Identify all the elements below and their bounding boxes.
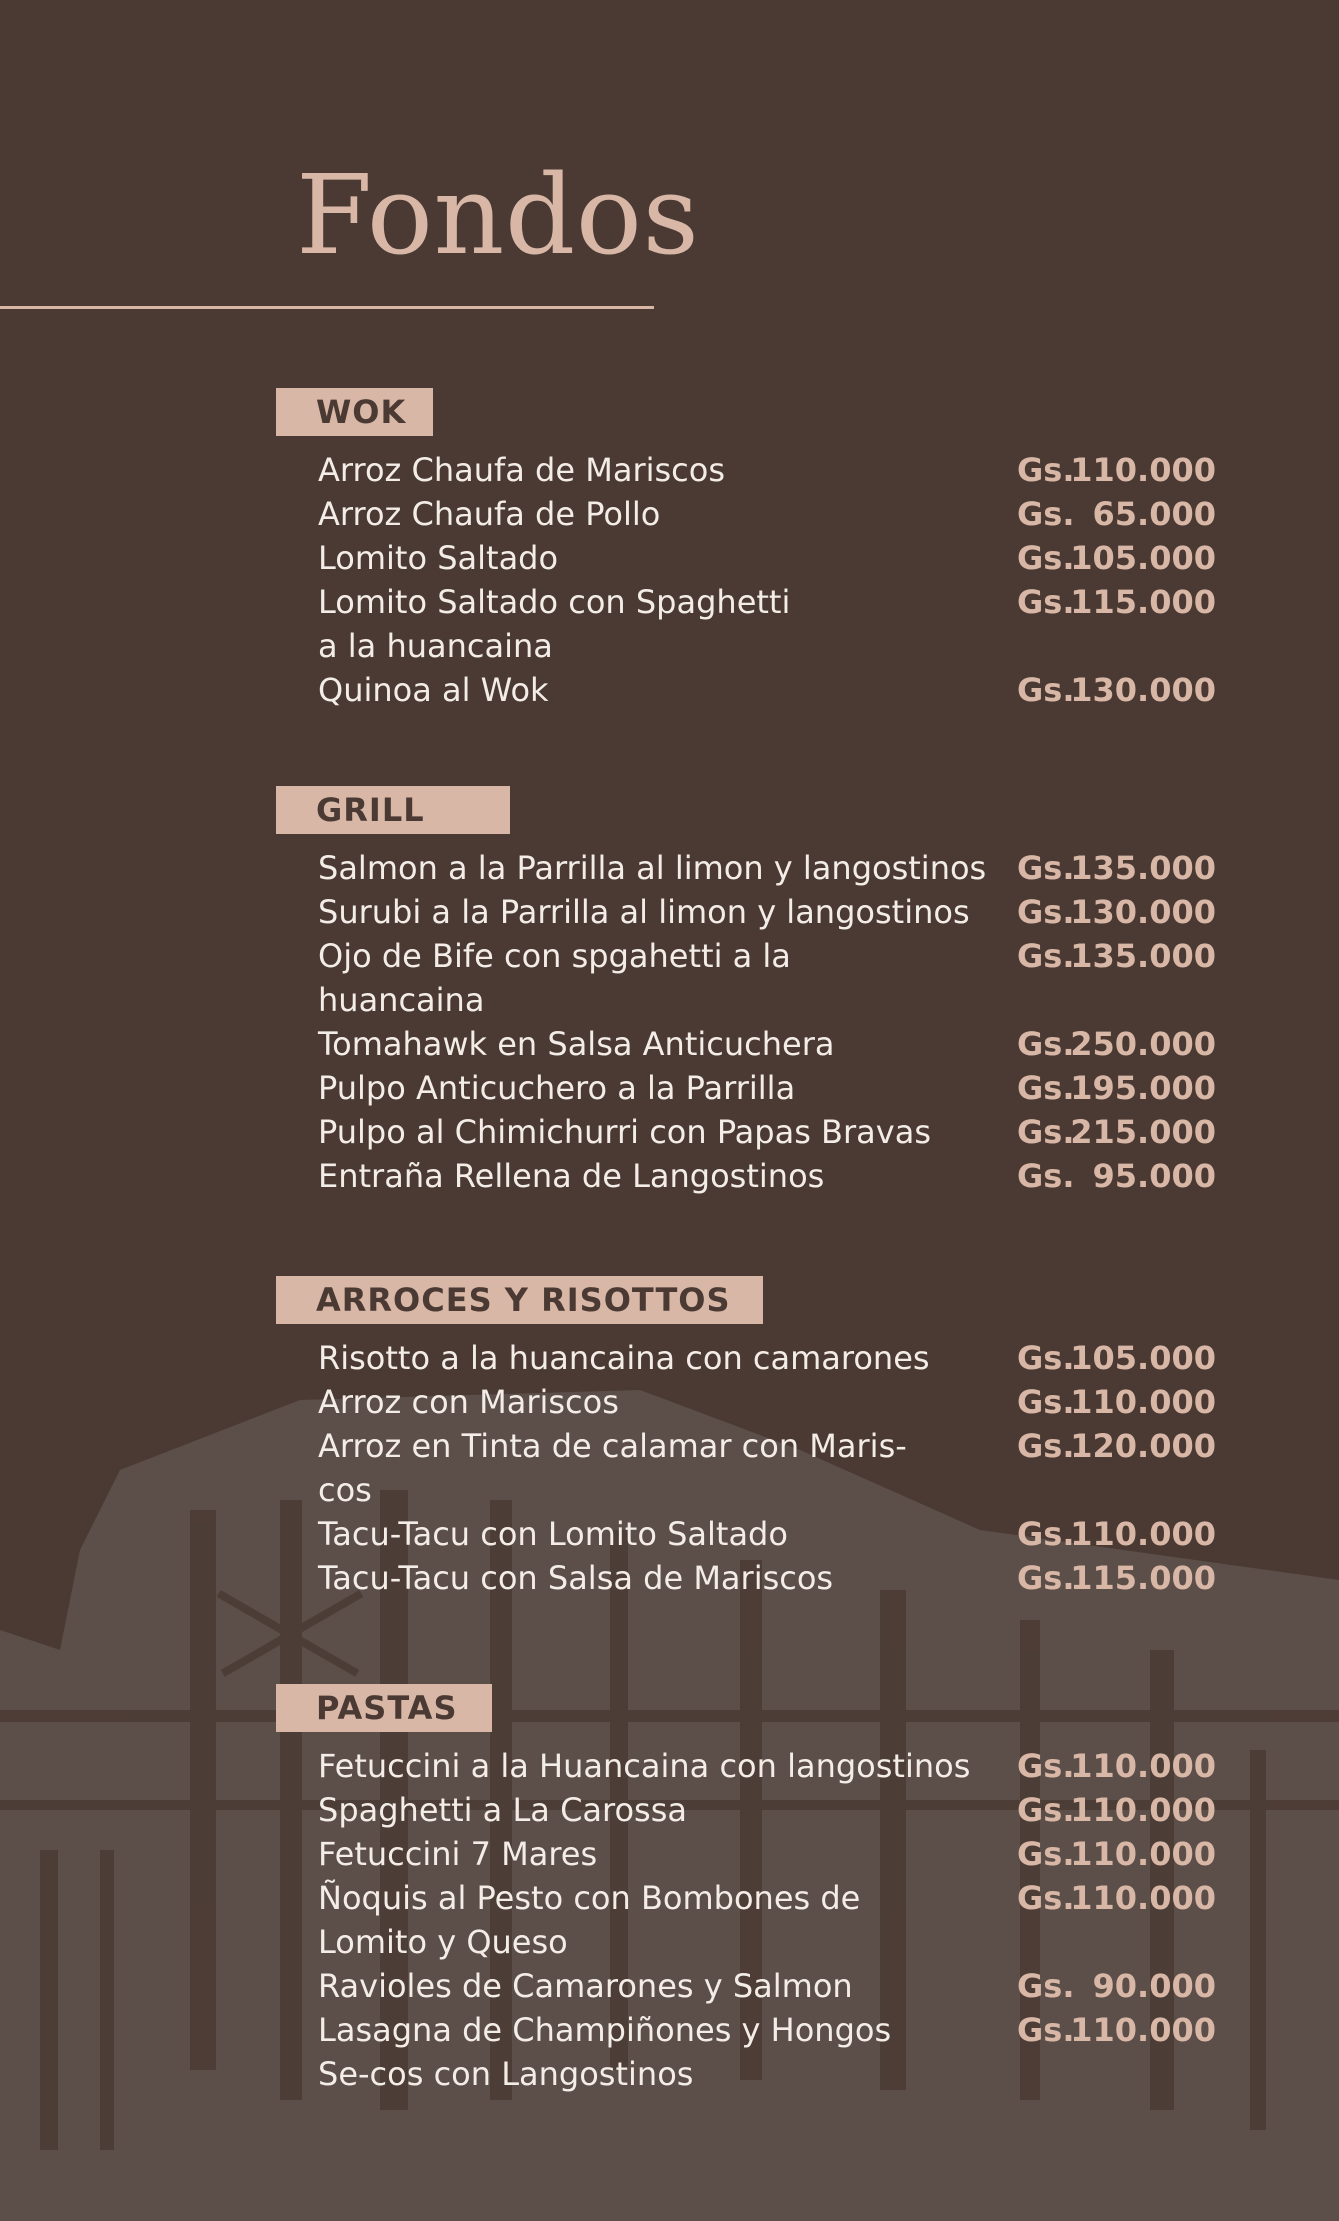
item-price: 110.000 xyxy=(1070,1747,1216,1785)
item-currency: Gs. xyxy=(1017,893,1075,931)
item-name: Lomito Saltado con Spaghetti a la huancaina xyxy=(318,583,791,665)
item-name: Quinoa al Wok xyxy=(318,671,549,709)
item-price: 120.000 xyxy=(1070,1427,1216,1465)
item-currency: Gs. xyxy=(1017,1427,1075,1465)
item-name: Arroz Chaufa de Mariscos xyxy=(318,451,725,489)
item-price: 215.000 xyxy=(1070,1113,1216,1151)
item-price: 130.000 xyxy=(1070,671,1216,709)
item-price: 105.000 xyxy=(1070,539,1216,577)
section-label: WOK xyxy=(276,388,433,436)
item-name: Arroz Chaufa de Pollo xyxy=(318,495,661,533)
menu-item xyxy=(276,1556,1236,1600)
menu-item xyxy=(276,890,1236,934)
item-name: Pulpo al Chimichurri con Papas Bravas xyxy=(318,1113,931,1151)
menu-item xyxy=(276,1110,1236,1154)
item-currency: Gs. xyxy=(1017,1069,1075,1107)
item-currency: Gs. xyxy=(1017,671,1075,709)
item-name: Lomito Saltado xyxy=(318,539,559,577)
menu-item xyxy=(276,1876,1236,1964)
item-name: Tacu-Tacu con Lomito Saltado xyxy=(318,1515,788,1553)
item-price: 110.000 xyxy=(1070,1515,1216,1553)
item-currency: Gs. xyxy=(1017,1383,1075,1421)
item-currency: Gs. xyxy=(1017,2011,1075,2049)
item-price: 110.000 xyxy=(1070,2011,1216,2049)
item-price: 90.000 xyxy=(1092,1967,1216,2005)
page-title: Fondos xyxy=(296,151,700,279)
item-currency: Gs. xyxy=(1017,849,1075,887)
item-name: Arroz en Tinta de calamar con Maris-cos xyxy=(318,1427,907,1509)
item-name: Pulpo Anticuchero a la Parrilla xyxy=(318,1069,796,1107)
item-currency: Gs. xyxy=(1017,1515,1075,1553)
item-name: Lasagna de Champiñones y Hongos Se-cos con Langostinos xyxy=(318,2011,892,2093)
item-name: Ñoquis al Pesto con Bombones de Lomito y Queso xyxy=(318,1879,861,1961)
item-currency: Gs. xyxy=(1017,539,1075,577)
item-name: Surubi a la Parrilla al limon y langostinos xyxy=(318,893,970,931)
item-price: 115.000 xyxy=(1070,583,1216,621)
item-name: Ravioles de Camarones y Salmon xyxy=(318,1967,853,2005)
item-price: 110.000 xyxy=(1070,1383,1216,1421)
menu-item xyxy=(276,1832,1236,1876)
menu-item xyxy=(276,1022,1236,1066)
item-price: 110.000 xyxy=(1070,1835,1216,1873)
item-name: Fetuccini a la Huancaina con langostinos xyxy=(318,1747,971,1785)
menu-item xyxy=(276,934,1236,1022)
section-wok xyxy=(276,388,1236,712)
item-currency: Gs. xyxy=(1017,1025,1075,1063)
menu-item xyxy=(276,1336,1236,1380)
item-currency: Gs. xyxy=(1017,1791,1075,1829)
section-arroces-y-risottos xyxy=(276,1276,1236,1600)
item-price: 65.000 xyxy=(1092,495,1216,533)
title-divider xyxy=(0,306,654,309)
menu-item xyxy=(276,1512,1236,1556)
item-name: Tomahawk en Salsa Anticuchera xyxy=(318,1025,835,1063)
item-price: 110.000 xyxy=(1070,1879,1216,1917)
menu-item xyxy=(276,846,1236,890)
menu-item xyxy=(276,1424,1236,1512)
item-name: Entraña Rellena de Langostinos xyxy=(318,1157,825,1195)
menu-item xyxy=(276,536,1236,580)
item-currency: Gs. xyxy=(1017,1113,1075,1151)
section-label: ARROCES Y RISOTTOS xyxy=(276,1276,763,1324)
item-currency: Gs. xyxy=(1017,451,1075,489)
item-price: 135.000 xyxy=(1070,937,1216,975)
item-price: 115.000 xyxy=(1070,1559,1216,1597)
item-price: 110.000 xyxy=(1070,451,1216,489)
menu-item xyxy=(276,448,1236,492)
menu-item xyxy=(276,668,1236,712)
item-name: Fetuccini 7 Mares xyxy=(318,1835,598,1873)
item-name: Spaghetti a La Carossa xyxy=(318,1791,687,1829)
menu-item xyxy=(276,1066,1236,1110)
item-price: 135.000 xyxy=(1070,849,1216,887)
menu-item xyxy=(276,2008,1236,2096)
section-label: PASTAS xyxy=(276,1684,492,1732)
item-price: 95.000 xyxy=(1092,1157,1216,1195)
menu-item xyxy=(276,1788,1236,1832)
menu-item xyxy=(276,1154,1236,1198)
item-currency: Gs. xyxy=(1017,1747,1075,1785)
item-currency: Gs. xyxy=(1017,495,1075,533)
section-pastas xyxy=(276,1684,1236,2096)
item-currency: Gs. xyxy=(1017,1835,1075,1873)
item-currency: Gs. xyxy=(1017,1559,1075,1597)
item-currency: Gs. xyxy=(1017,937,1075,975)
item-name: Salmon a la Parrilla al limon y langostinos xyxy=(318,849,987,887)
menu-item xyxy=(276,1380,1236,1424)
item-price: 250.000 xyxy=(1070,1025,1216,1063)
item-currency: Gs. xyxy=(1017,1967,1075,2005)
menu-item xyxy=(276,1744,1236,1788)
menu-item xyxy=(276,1964,1236,2008)
item-currency: Gs. xyxy=(1017,583,1075,621)
item-name: Ojo de Bife con spgahetti a la huancaina xyxy=(318,937,791,1019)
section-grill xyxy=(276,786,1236,1198)
item-currency: Gs. xyxy=(1017,1339,1075,1377)
item-price: 105.000 xyxy=(1070,1339,1216,1377)
item-currency: Gs. xyxy=(1017,1879,1075,1917)
item-name: Tacu-Tacu con Salsa de Mariscos xyxy=(318,1559,834,1597)
item-price: 195.000 xyxy=(1070,1069,1216,1107)
item-price: 110.000 xyxy=(1070,1791,1216,1829)
item-name: Risotto a la huancaina con camarones xyxy=(318,1339,930,1377)
item-currency: Gs. xyxy=(1017,1157,1075,1195)
item-name: Arroz con Mariscos xyxy=(318,1383,619,1421)
menu-item xyxy=(276,492,1236,536)
menu-item xyxy=(276,580,1236,668)
item-price: 130.000 xyxy=(1070,893,1216,931)
section-label: GRILL xyxy=(276,786,510,834)
